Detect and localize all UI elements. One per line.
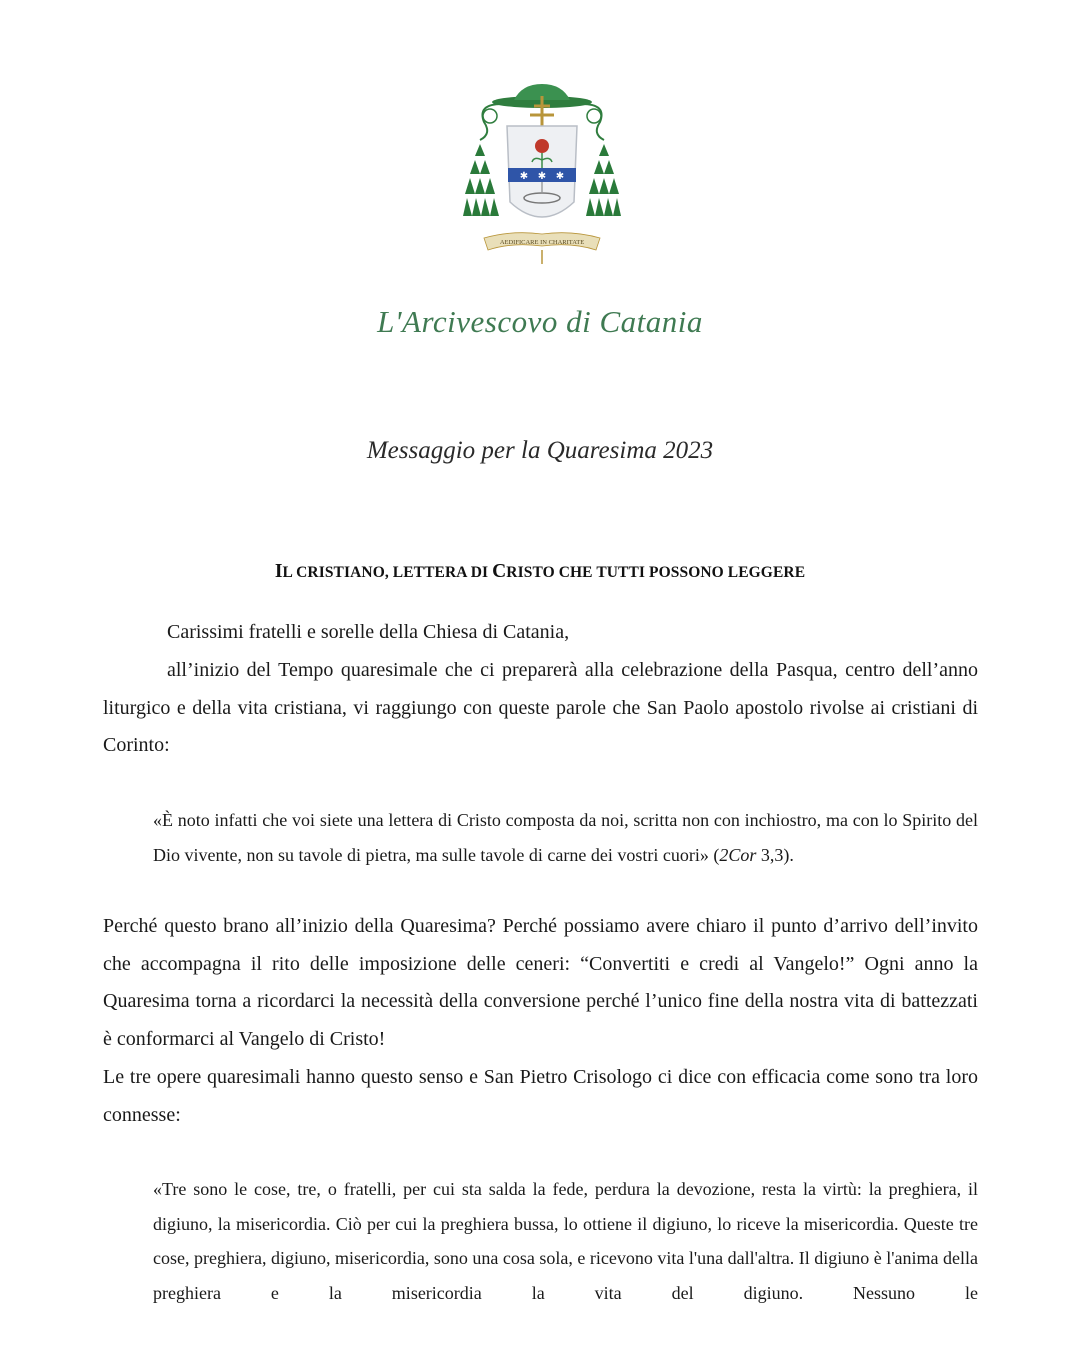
paragraph-3: Le tre opere quaresimali hanno questo senso e San Pietro Crisologo ci dice con efficacia come sono tra loro connesse: xyxy=(103,1066,978,1126)
svg-text:✱: ✱ xyxy=(537,171,547,182)
document-heading xyxy=(0,561,1080,583)
heading-cap-1: I xyxy=(274,561,283,582)
svg-text:✱: ✱ xyxy=(555,171,565,182)
heading-cap-2: C xyxy=(492,561,507,582)
coat-of-arms-logo xyxy=(462,82,622,268)
heading-part-1: L CRISTIANO, LETTERA DI xyxy=(282,564,493,581)
quote1-ref-book: 2Cor xyxy=(719,844,757,865)
quote1-text: «È noto infatti che voi siete una lettera di Cristo composta da noi, scritta non con inchiostro, ma con lo Spirito del Dio vivente, non su tavole di pietra, ma sulle tavole di carne dei vostri cuori» ( xyxy=(153,810,978,865)
paragraph-2: Perché questo brano all’inizio della Quaresima? Perché possiamo avere chiaro il punto d’arrivo dell’invito che accompagna il rito delle imposizione delle ceneri: “Convertiti e credi al Vangelo!” Ogni anno la Quaresima torna a ricordarci la necessità della conversione perché l’unico fine della nostra vita di battezzati è conformarci al Vangelo di Cristo! xyxy=(103,915,978,1050)
intro-paragraph xyxy=(103,652,978,765)
heading-part-2: RISTO CHE TUTTI POSSONO LEGGERE xyxy=(506,564,806,581)
crest-motto: AEDIFICARE IN CHARITATE xyxy=(499,239,585,246)
quote1-ref-verse: 3,3). xyxy=(756,844,794,865)
archbishop-signature: L'Arcivescovo di Catania xyxy=(377,304,703,339)
message-title: Messaggio per la Quaresima 2023 xyxy=(366,437,714,464)
stars-icon xyxy=(520,171,564,182)
intro-text: all’inizio del Tempo quaresimale che ci preparerà alla celebrazione della Pasqua, centro dell’anno liturgico e della vita cristiana, vi raggiungo con queste parole che San Paolo apostolo rivolse ai cristiani di Corinto: xyxy=(103,659,978,756)
tassels-left-icon xyxy=(463,144,499,216)
greeting-text: Carissimi fratelli e sorelle della Chiesa di Catania, xyxy=(167,621,570,643)
greeting-paragraph xyxy=(103,614,978,652)
svg-text:✱: ✱ xyxy=(519,171,529,182)
crisologo-quote: «Tre sono le cose, tre, o fratelli, per cui sta salda la fede, perdura la devozione, resta la virtù: la preghiera, il digiuno, la misericordia. Ciò per cui la preghiera bussa, lo ottiene il digiuno, lo riceve la misericordia. Queste tre cose, preghiera, digiuno, misericordia, sono una cosa sola, e ricevono vita l'una dall'altra. Il digiuno è l'anima della preghiera e la misericordia la vita del digiuno. Nessuno le xyxy=(153,1179,978,1303)
scripture-quote xyxy=(153,803,978,872)
rose-icon xyxy=(535,139,549,153)
tassels-right-icon xyxy=(586,144,621,216)
